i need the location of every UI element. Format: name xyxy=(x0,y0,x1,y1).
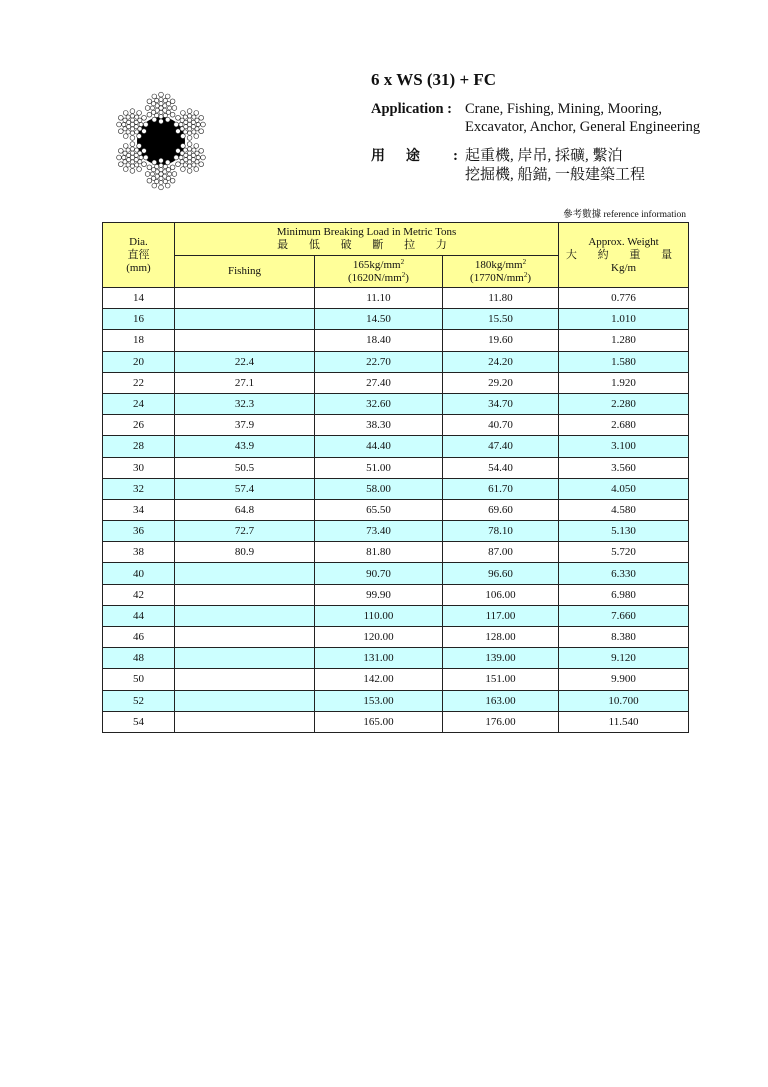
cell-g180: 29.20 xyxy=(443,372,559,393)
cell-dia: 26 xyxy=(103,415,175,436)
wire xyxy=(130,136,135,141)
wire xyxy=(118,148,123,153)
table-row xyxy=(103,669,689,690)
header-weight-unit: Kg/m xyxy=(611,261,637,274)
table-row xyxy=(103,584,689,605)
cell-dia: 34 xyxy=(103,499,175,520)
wire xyxy=(122,155,126,159)
usage-section xyxy=(371,147,645,185)
cell-dia: 46 xyxy=(103,627,175,648)
cell-weight: 9.120 xyxy=(559,648,689,669)
wire xyxy=(123,110,128,115)
cell-fishing xyxy=(175,711,315,732)
wire xyxy=(199,129,204,134)
wire xyxy=(165,160,170,165)
wire xyxy=(126,148,130,152)
wire xyxy=(138,118,142,122)
cell-weight: 3.560 xyxy=(559,457,689,478)
wire xyxy=(159,110,163,114)
wire xyxy=(137,110,142,115)
table-row xyxy=(103,415,689,436)
wire xyxy=(176,115,181,120)
header-dia-en: Dia. xyxy=(129,235,148,248)
cell-fishing: 32.3 xyxy=(175,393,315,414)
table-row xyxy=(103,330,689,351)
header-mbl xyxy=(175,223,559,256)
wire xyxy=(163,113,167,117)
cell-fishing xyxy=(175,648,315,669)
table-row xyxy=(103,542,689,563)
wire xyxy=(187,142,192,147)
cell-g165: 65.50 xyxy=(315,499,443,520)
table-row xyxy=(103,605,689,626)
table-row xyxy=(103,288,689,309)
wire xyxy=(155,98,159,102)
cell-g180: 11.80 xyxy=(443,288,559,309)
cell-weight: 8.380 xyxy=(559,627,689,648)
wire xyxy=(187,169,192,174)
wire xyxy=(123,143,128,148)
wire xyxy=(194,134,199,139)
cell-dia: 14 xyxy=(103,288,175,309)
wire xyxy=(145,106,150,111)
cell-g180: 24.20 xyxy=(443,351,559,372)
cell-fishing xyxy=(175,330,315,351)
cell-g180: 163.00 xyxy=(443,690,559,711)
cell-fishing xyxy=(175,309,315,330)
wire xyxy=(201,155,206,160)
cell-g180: 151.00 xyxy=(443,669,559,690)
wire xyxy=(155,164,159,168)
wire xyxy=(130,109,135,114)
wire xyxy=(118,162,123,167)
cell-fishing: 43.9 xyxy=(175,436,315,457)
cell-g165: 14.50 xyxy=(315,309,443,330)
cell-g180: 47.40 xyxy=(443,436,559,457)
wire xyxy=(201,122,206,127)
wire xyxy=(187,164,191,168)
cell-fishing: 37.9 xyxy=(175,415,315,436)
cell-g165: 165.00 xyxy=(315,711,443,732)
cell-dia: 22 xyxy=(103,372,175,393)
cell-g165: 32.60 xyxy=(315,393,443,414)
cell-g180: 34.70 xyxy=(443,393,559,414)
wire xyxy=(139,122,143,126)
cell-dia: 32 xyxy=(103,478,175,499)
cell-g180: 69.60 xyxy=(443,499,559,520)
wire xyxy=(170,165,175,170)
wire xyxy=(174,155,179,160)
wire xyxy=(180,127,184,131)
wire xyxy=(151,110,155,114)
header-mbl-zh: 最 低 破 斷 拉 力 xyxy=(277,239,456,251)
wire xyxy=(170,178,175,183)
cell-fishing xyxy=(175,563,315,584)
wire xyxy=(126,163,130,167)
wire xyxy=(142,148,147,153)
wire xyxy=(135,163,139,167)
wire xyxy=(142,162,147,167)
wire xyxy=(174,122,179,127)
wire xyxy=(192,163,196,167)
cell-fishing: 22.4 xyxy=(175,351,315,372)
table-row xyxy=(103,372,689,393)
cell-g165: 38.30 xyxy=(315,415,443,436)
wire xyxy=(199,148,204,153)
table-row xyxy=(103,690,689,711)
cell-g180: 96.60 xyxy=(443,563,559,584)
wire xyxy=(152,117,157,122)
wire xyxy=(159,176,163,180)
cell-g165: 120.00 xyxy=(315,627,443,648)
cell-weight: 4.050 xyxy=(559,478,689,499)
wire xyxy=(192,130,196,134)
cell-fishing xyxy=(175,627,315,648)
wire xyxy=(187,160,191,164)
wire xyxy=(176,148,181,153)
wire xyxy=(159,102,163,106)
cell-g165: 11.10 xyxy=(315,288,443,309)
wire xyxy=(118,115,123,120)
cell-fishing: 57.4 xyxy=(175,478,315,499)
cell-g180: 19.60 xyxy=(443,330,559,351)
cell-weight: 2.280 xyxy=(559,393,689,414)
wire xyxy=(159,92,164,97)
cell-g180: 15.50 xyxy=(443,309,559,330)
cell-dia: 36 xyxy=(103,521,175,542)
spec-table xyxy=(102,222,689,733)
wire xyxy=(130,147,134,151)
wire xyxy=(183,115,187,119)
cell-g165: 27.40 xyxy=(315,372,443,393)
cell-fishing: 27.1 xyxy=(175,372,315,393)
cell-g165: 18.40 xyxy=(315,330,443,351)
table-row xyxy=(103,648,689,669)
usage-colon: : xyxy=(453,148,458,164)
wire xyxy=(196,155,200,159)
table-row xyxy=(103,563,689,584)
header-mbl-en: Minimum Breaking Load in Metric Tons xyxy=(276,226,457,238)
wire-rope-cross-section-icon xyxy=(108,88,214,194)
wire xyxy=(138,151,142,155)
table-row xyxy=(103,309,689,330)
wire xyxy=(137,167,142,172)
cell-g180: 106.00 xyxy=(443,584,559,605)
cell-fishing xyxy=(175,288,315,309)
wire xyxy=(130,160,134,164)
table-row xyxy=(103,436,689,457)
wire xyxy=(180,110,185,115)
wire xyxy=(199,162,204,167)
cell-weight: 0.776 xyxy=(559,288,689,309)
wire xyxy=(130,164,134,168)
wire xyxy=(117,155,122,160)
wire xyxy=(152,94,157,99)
table-row xyxy=(103,499,689,520)
wire xyxy=(165,94,170,99)
wire xyxy=(163,179,167,183)
wire xyxy=(187,118,191,122)
table-row xyxy=(103,478,689,499)
header-grade-180 xyxy=(443,256,559,288)
header-weight-zh: 大 約 重 量 xyxy=(565,248,682,261)
cell-weight: 9.900 xyxy=(559,669,689,690)
wire xyxy=(180,167,185,172)
wire xyxy=(152,183,157,188)
table-row xyxy=(103,457,689,478)
application-label: Application : xyxy=(371,101,452,117)
wire xyxy=(130,131,134,135)
cell-dia: 52 xyxy=(103,690,175,711)
cell-g165: 73.40 xyxy=(315,521,443,542)
header-dia-zh: 直徑 xyxy=(127,248,150,261)
cell-weight: 6.980 xyxy=(559,584,689,605)
wire xyxy=(122,122,126,126)
cell-g180: 176.00 xyxy=(443,711,559,732)
cell-g165: 142.00 xyxy=(315,669,443,690)
cell-dia: 40 xyxy=(103,563,175,584)
usage-label: 用 途 xyxy=(371,148,428,164)
cell-dia: 20 xyxy=(103,351,175,372)
cell-g165: 110.00 xyxy=(315,605,443,626)
wire xyxy=(142,129,147,134)
wire xyxy=(126,115,130,119)
wire xyxy=(135,130,139,134)
wire xyxy=(168,172,172,176)
wire xyxy=(180,134,185,139)
cell-weight: 6.330 xyxy=(559,563,689,584)
application-line-2: Excavator, Anchor, General Engineering xyxy=(465,119,701,135)
wire xyxy=(187,127,191,131)
wire xyxy=(187,131,191,135)
wire xyxy=(176,129,181,134)
cell-g165: 22.70 xyxy=(315,351,443,372)
cell-fishing xyxy=(175,690,315,711)
wire xyxy=(196,122,200,126)
header-grade-180-n: (1770N/mm xyxy=(470,271,524,284)
cell-g180: 61.70 xyxy=(443,478,559,499)
cell-dia: 24 xyxy=(103,393,175,414)
wire xyxy=(130,151,134,155)
cell-g165: 90.70 xyxy=(315,563,443,584)
wire xyxy=(179,155,183,159)
wire xyxy=(118,129,123,134)
table-row xyxy=(103,393,689,414)
cell-g180: 128.00 xyxy=(443,627,559,648)
wire xyxy=(152,160,157,165)
cell-dia: 16 xyxy=(103,309,175,330)
cell-fishing: 80.9 xyxy=(175,542,315,563)
wire xyxy=(143,155,148,160)
header-dia xyxy=(103,223,175,288)
table-row xyxy=(103,351,689,372)
wire xyxy=(151,176,155,180)
cell-fishing: 64.8 xyxy=(175,499,315,520)
wire xyxy=(137,143,142,148)
reference-note: 參考數據 reference information xyxy=(563,210,686,220)
cell-weight: 1.580 xyxy=(559,351,689,372)
table-row xyxy=(103,711,689,732)
wire xyxy=(194,143,199,148)
cell-fishing xyxy=(175,605,315,626)
application-line-1: Crane, Fishing, Mining, Mooring, xyxy=(465,101,662,117)
wire xyxy=(179,122,183,126)
header-grade-165-n: (1620N/mm xyxy=(348,271,402,284)
wire xyxy=(170,112,175,117)
superscript: 2 xyxy=(400,257,405,266)
wire xyxy=(130,114,134,118)
cell-weight: 4.580 xyxy=(559,499,689,520)
wire xyxy=(172,106,177,111)
wire xyxy=(147,99,152,104)
wire xyxy=(147,165,152,170)
wire xyxy=(130,169,135,174)
wire xyxy=(130,118,134,122)
wire xyxy=(123,134,128,139)
wire xyxy=(180,143,185,148)
cell-g165: 51.00 xyxy=(315,457,443,478)
application-section xyxy=(371,100,700,136)
cell-g165: 131.00 xyxy=(315,648,443,669)
product-title: 6 x WS (31) + FC xyxy=(371,70,497,89)
cell-dia: 18 xyxy=(103,330,175,351)
wire xyxy=(170,99,175,104)
table-row xyxy=(103,627,689,648)
cell-dia: 54 xyxy=(103,711,175,732)
cell-fishing: 50.5 xyxy=(175,457,315,478)
wire xyxy=(159,119,164,124)
cell-g165: 58.00 xyxy=(315,478,443,499)
wire xyxy=(187,136,192,141)
wire xyxy=(137,134,142,139)
wire xyxy=(130,127,134,131)
cell-fishing xyxy=(175,669,315,690)
wire xyxy=(172,172,177,177)
header-grade-165 xyxy=(315,256,443,288)
cell-dia: 50 xyxy=(103,669,175,690)
wire xyxy=(187,151,191,155)
wire xyxy=(150,106,154,110)
cell-weight: 2.680 xyxy=(559,415,689,436)
cell-g165: 44.40 xyxy=(315,436,443,457)
cell-weight: 5.720 xyxy=(559,542,689,563)
cell-dia: 38 xyxy=(103,542,175,563)
superscript: 2 xyxy=(401,270,406,279)
wire xyxy=(194,167,199,172)
wire xyxy=(159,168,163,172)
wire xyxy=(166,102,170,106)
wire xyxy=(192,115,196,119)
wire xyxy=(139,155,143,159)
wire xyxy=(187,109,192,114)
superscript: 2 xyxy=(523,270,528,279)
cell-weight: 7.660 xyxy=(559,605,689,626)
wire xyxy=(159,181,163,185)
wire xyxy=(150,172,154,176)
wire xyxy=(183,148,187,152)
wire xyxy=(117,122,122,127)
wire xyxy=(159,185,164,190)
wire xyxy=(199,115,204,120)
paren: ) xyxy=(527,271,531,284)
wire xyxy=(147,112,152,117)
wire xyxy=(159,115,163,119)
cell-weight: 5.130 xyxy=(559,521,689,542)
cell-weight: 1.280 xyxy=(559,330,689,351)
cell-g180: 117.00 xyxy=(443,605,559,626)
cell-weight: 3.100 xyxy=(559,436,689,457)
cell-fishing xyxy=(175,584,315,605)
cell-weight: 1.010 xyxy=(559,309,689,330)
wire xyxy=(165,117,170,122)
header-grade-180-kg: 180kg/mm xyxy=(474,258,523,271)
cell-g180: 87.00 xyxy=(443,542,559,563)
table-row xyxy=(103,521,689,542)
wire xyxy=(159,158,164,163)
header-grade-165-kg: 165kg/mm xyxy=(352,258,401,271)
superscript: 2 xyxy=(522,257,527,266)
wire xyxy=(194,110,199,115)
cell-weight: 1.920 xyxy=(559,372,689,393)
header-dia-unit: (mm) xyxy=(126,261,151,274)
wire xyxy=(159,97,163,101)
cell-dia: 30 xyxy=(103,457,175,478)
wire xyxy=(142,115,147,120)
cell-g180: 40.70 xyxy=(443,415,559,436)
cell-g180: 54.40 xyxy=(443,457,559,478)
cell-g165: 81.80 xyxy=(315,542,443,563)
header-fishing: Fishing xyxy=(175,256,315,288)
header-weight xyxy=(559,223,689,288)
wire xyxy=(187,147,191,151)
usage-line-1: 起重機, 岸吊, 採礦, 繫泊 xyxy=(465,148,623,164)
wire xyxy=(180,160,184,164)
cell-dia: 42 xyxy=(103,584,175,605)
wire xyxy=(195,151,199,155)
cell-weight: 11.540 xyxy=(559,711,689,732)
wire xyxy=(130,142,135,147)
wire xyxy=(165,183,170,188)
cell-g165: 99.90 xyxy=(315,584,443,605)
wire xyxy=(123,127,127,131)
cell-weight: 10.700 xyxy=(559,690,689,711)
cell-g180: 139.00 xyxy=(443,648,559,669)
wire xyxy=(147,178,152,183)
wire xyxy=(145,172,150,177)
wire xyxy=(123,167,128,172)
cell-dia: 28 xyxy=(103,436,175,457)
cell-g165: 153.00 xyxy=(315,690,443,711)
cell-fishing: 72.7 xyxy=(175,521,315,542)
wire xyxy=(166,168,170,172)
cell-dia: 48 xyxy=(103,648,175,669)
wire xyxy=(159,163,163,167)
wire xyxy=(176,162,181,167)
paren: ) xyxy=(405,271,409,284)
wire xyxy=(187,114,191,118)
wire xyxy=(143,122,148,127)
cell-g180: 78.10 xyxy=(443,521,559,542)
usage-line-2: 挖掘機, 船錨, 一般建築工程 xyxy=(465,167,646,183)
cell-dia: 44 xyxy=(103,605,175,626)
header-weight-en: Approx. Weight xyxy=(588,235,659,248)
wire xyxy=(168,106,172,110)
